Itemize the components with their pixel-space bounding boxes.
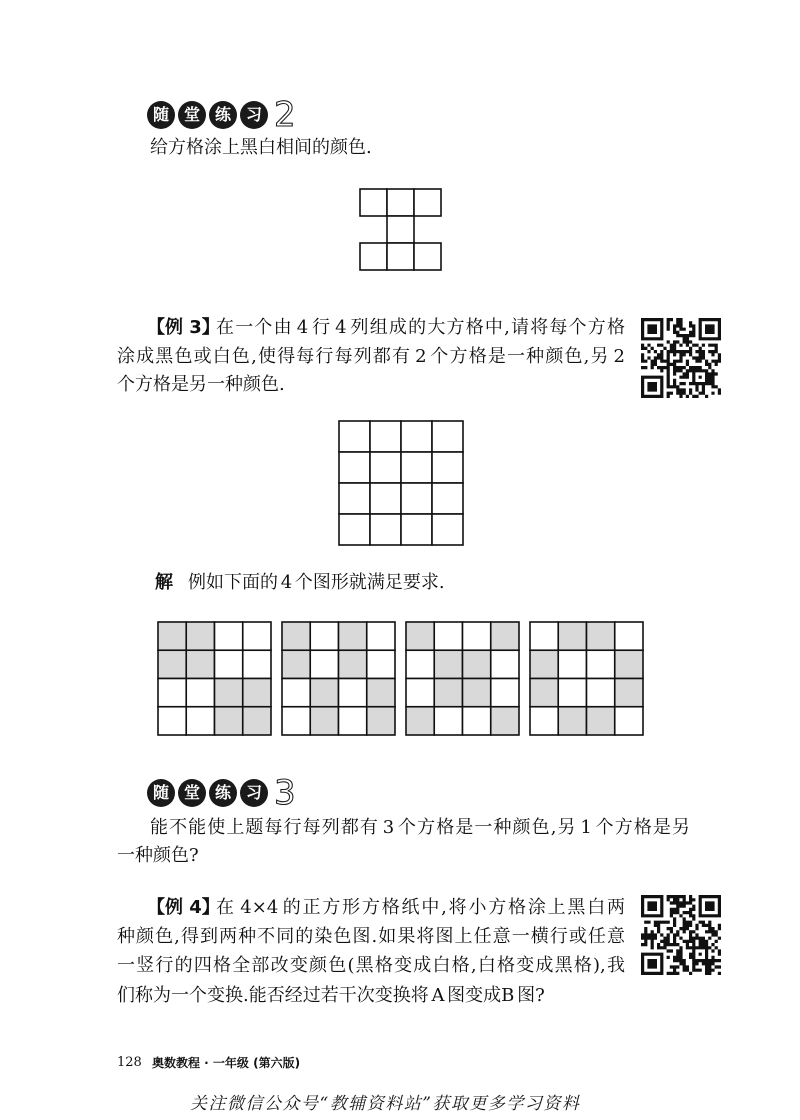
shaded-cell xyxy=(186,650,214,678)
practice-2-header xyxy=(147,95,307,135)
practice-badge: 练 xyxy=(209,779,237,807)
practice-2-figure xyxy=(359,188,443,272)
grid-cell xyxy=(339,514,370,545)
practice-3-line: 能不能使上题每行每列都有 3 个方格是一种颜色,另 1 个方格是另 xyxy=(150,817,690,838)
grid-cell xyxy=(339,452,370,483)
grid-cell xyxy=(243,622,271,650)
grid-cell xyxy=(414,243,441,270)
practice-badge: 习 xyxy=(240,779,268,807)
grid-cell xyxy=(360,189,387,216)
shaded-cell xyxy=(282,650,310,678)
solution-figure-2 xyxy=(281,621,397,737)
shaded-cell xyxy=(339,622,367,650)
grid-cell xyxy=(491,679,519,707)
shaded-cell xyxy=(463,650,491,678)
grid-cell xyxy=(434,707,462,735)
example-3-line: 涂成黑色或白色,使得每行每列都有 2 个方格是一种颜色,另 2 xyxy=(117,346,625,367)
grid-cell xyxy=(367,650,395,678)
example-3-line: 个方格是另一种颜色. xyxy=(117,374,285,395)
solution-figure-3 xyxy=(405,621,521,737)
shaded-cell xyxy=(615,679,643,707)
practice-badge: 习 xyxy=(240,101,268,129)
page-number: 128 xyxy=(117,1055,142,1070)
shaded-cell xyxy=(491,622,519,650)
grid-cell xyxy=(530,707,558,735)
qr-modules xyxy=(641,895,721,975)
practice-badge: 堂 xyxy=(178,101,206,129)
grid-cell xyxy=(432,483,463,514)
practice-badge: 随 xyxy=(147,779,175,807)
practice-3-line: 一种颜色? xyxy=(117,845,199,866)
grid-cell xyxy=(434,622,462,650)
shaded-cell xyxy=(587,622,615,650)
grid-cell xyxy=(387,243,414,270)
grid-cell xyxy=(401,421,432,452)
grid-cell xyxy=(282,679,310,707)
grid-cell xyxy=(401,483,432,514)
practice-badge: 随 xyxy=(147,101,175,129)
grid-cell xyxy=(406,650,434,678)
grid-cell xyxy=(310,622,338,650)
grid-cell xyxy=(186,707,214,735)
grid-cell xyxy=(387,216,414,243)
grid-cell xyxy=(339,421,370,452)
practice-badge: 练 xyxy=(209,101,237,129)
grid-cell xyxy=(558,650,586,678)
grid-cell xyxy=(360,243,387,270)
shaded-cell xyxy=(434,679,462,707)
qr-code xyxy=(641,895,721,975)
grid-cell xyxy=(530,622,558,650)
grid-cell xyxy=(367,622,395,650)
grid-cell xyxy=(587,679,615,707)
example-4-line: 种颜色,得到两种不同的染色图.如果将图上任意一横行或任意 xyxy=(117,926,625,947)
grid-cell xyxy=(615,707,643,735)
shaded-cell xyxy=(367,679,395,707)
solution-figure-4 xyxy=(529,621,645,737)
grid-cell xyxy=(491,650,519,678)
qr-modules xyxy=(641,318,721,398)
grid-cell xyxy=(158,679,186,707)
shaded-cell xyxy=(587,707,615,735)
grid-cell xyxy=(310,650,338,678)
grid-cell xyxy=(387,189,414,216)
grid-cell xyxy=(406,679,434,707)
grid-cell xyxy=(432,452,463,483)
watermark: 关注微信公众号“教辅资料站”获取更多学习资料 xyxy=(190,1094,581,1114)
grid-cell xyxy=(615,622,643,650)
grid-cell xyxy=(370,421,401,452)
practice-3-header xyxy=(147,773,307,813)
grid-cell xyxy=(215,622,243,650)
shaded-cell xyxy=(558,622,586,650)
shaded-cell xyxy=(215,679,243,707)
example-4-line: 在 4×4 的正方形方格纸中,将小方格涂上黑白两 xyxy=(216,897,625,918)
grid-cell xyxy=(243,650,271,678)
grid-cell xyxy=(370,452,401,483)
shaded-cell xyxy=(243,707,271,735)
shaded-cell xyxy=(406,707,434,735)
shaded-cell xyxy=(615,650,643,678)
grid-cell xyxy=(587,650,615,678)
grid-cell xyxy=(558,679,586,707)
shaded-cell xyxy=(158,650,186,678)
shaded-cell xyxy=(491,707,519,735)
shaded-cell xyxy=(434,650,462,678)
grid-cell xyxy=(432,514,463,545)
shaded-cell xyxy=(406,622,434,650)
practice-badge: 堂 xyxy=(178,779,206,807)
shaded-cell xyxy=(310,679,338,707)
example-3-grid xyxy=(338,420,465,547)
grid-cell xyxy=(401,452,432,483)
example-3-label: 【例 3】 xyxy=(147,317,220,338)
grid-cell xyxy=(339,707,367,735)
grid-cell xyxy=(370,514,401,545)
practice-2-instruction: 给方格涂上黑白相间的颜色. xyxy=(150,137,372,158)
shaded-cell xyxy=(530,679,558,707)
grid-cell xyxy=(339,483,370,514)
grid-cell xyxy=(401,514,432,545)
grid-cell xyxy=(463,707,491,735)
solution-figure-1 xyxy=(157,621,273,737)
grid-cell xyxy=(282,707,310,735)
solution-text: 例如下面的 4 个图形就满足要求. xyxy=(188,572,445,593)
qr-code xyxy=(641,318,721,398)
solution-label: 解 xyxy=(155,572,173,593)
shaded-cell xyxy=(339,650,367,678)
shaded-cell xyxy=(282,622,310,650)
grid-cell xyxy=(215,650,243,678)
grid-cell xyxy=(432,421,463,452)
shaded-cell xyxy=(367,707,395,735)
example-3-line: 在一个由 4 行 4 列组成的大方格中,请将每个方格 xyxy=(216,317,625,338)
shaded-cell xyxy=(463,679,491,707)
shaded-cell xyxy=(158,622,186,650)
grid-cell xyxy=(370,483,401,514)
practice-number: 2 xyxy=(274,95,296,135)
grid-cell xyxy=(463,622,491,650)
grid-cell xyxy=(158,707,186,735)
shaded-cell xyxy=(558,707,586,735)
book-title: 奥数教程 · 一年级 (第六版) xyxy=(152,1056,301,1070)
shaded-cell xyxy=(215,707,243,735)
example-4-line: 们称为一个变换.能否经过若干次变换将 A 图变成B 图? xyxy=(117,985,545,1006)
example-4-label: 【例 4】 xyxy=(147,897,220,918)
shaded-cell xyxy=(530,650,558,678)
practice-number: 3 xyxy=(274,773,296,813)
shaded-cell xyxy=(186,622,214,650)
shaded-cell xyxy=(310,707,338,735)
grid-cell xyxy=(186,679,214,707)
grid-cell xyxy=(339,679,367,707)
example-4-line: 一竖行的四格全部改变颜色(黑格变成白格,白格变成黑格),我 xyxy=(117,955,625,976)
shaded-cell xyxy=(243,679,271,707)
grid-cell xyxy=(414,189,441,216)
